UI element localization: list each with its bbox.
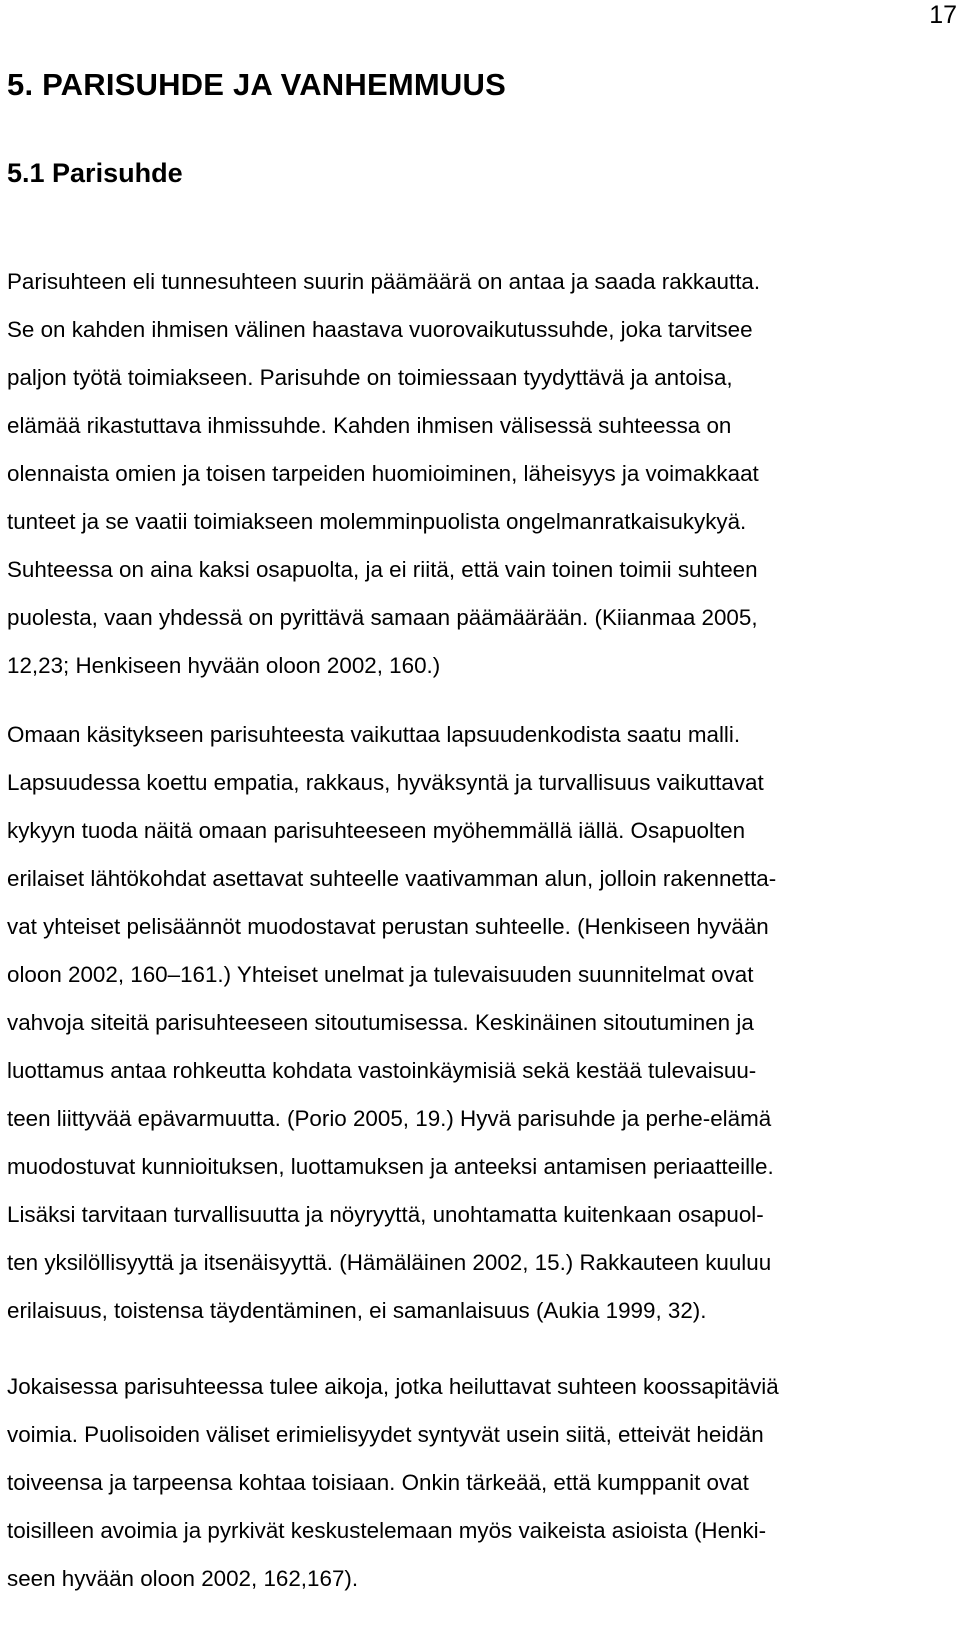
text-line: toisilleen avoimia ja pyrkivät keskustelemaan myös vaikeista asioista (Henki- xyxy=(7,1518,767,1543)
text-line: erilaiset lähtökohdat asettavat suhteelle vaativamman alun, jolloin rakennetta- xyxy=(7,866,777,891)
text-line: 12,23; Henkiseen hyvään oloon 2002, 160.) xyxy=(7,653,441,678)
text-line: vahvoja siteitä parisuhteeseen sitoutumisessa. Keskinäinen sitoutuminen ja xyxy=(7,1010,754,1035)
text-line: Lapsuudessa koettu empatia, rakkaus, hyväksyntä ja turvallisuus vaikuttavat xyxy=(7,770,764,795)
page-number: 17 xyxy=(929,1,957,29)
paragraph xyxy=(7,1363,957,1603)
text-line: olennaista omien ja toisen tarpeiden huomioiminen, läheisyys ja voimakkaat xyxy=(7,461,759,486)
text-line: oloon 2002, 160–161.) Yhteiset unelmat ja tulevaisuuden suunnitelmat ovat xyxy=(7,962,754,987)
chapter-title: 5. PARISUHDE JA VANHEMMUUS xyxy=(7,67,506,102)
text-line: tunteet ja se vaatii toimiakseen molemminpuolista ongelmanratkaisukykyä. xyxy=(7,509,747,534)
paragraph xyxy=(7,258,957,690)
text-line: Omaan käsitykseen parisuhteesta vaikuttaa lapsuudenkodista saatu malli. xyxy=(7,722,741,747)
text-line: Jokaisessa parisuhteessa tulee aikoja, jotka heiluttavat suhteen koossapitäviä xyxy=(7,1374,779,1399)
section-title: 5.1 Parisuhde xyxy=(7,158,183,188)
paragraph xyxy=(7,711,957,1335)
text-line: teen liittyvää epävarmuutta. (Porio 2005, 19.) Hyvä parisuhde ja perhe-elämä xyxy=(7,1106,772,1131)
text-line: toiveensa ja tarpeensa kohtaa toisiaan. Onkin tärkeää, että kumppanit ovat xyxy=(7,1470,749,1495)
text-line: puolesta, vaan yhdessä on pyrittävä samaan päämäärään. (Kiianmaa 2005, xyxy=(7,605,758,630)
text-line: erilaisuus, toistensa täydentäminen, ei samanlaisuus (Aukia 1999, 32). xyxy=(7,1298,707,1323)
text-line: kykyyn tuoda näitä omaan parisuhteeseen myöhemmällä iällä. Osapuolten xyxy=(7,818,746,843)
text-line: muodostuvat kunnioituksen, luottamuksen ja anteeksi antamisen periaatteille. xyxy=(7,1154,774,1179)
text-line: voimia. Puolisoiden väliset erimielisyydet syntyvät usein siitä, etteivät heidän xyxy=(7,1422,764,1447)
text-line: vat yhteiset pelisäännöt muodostavat perustan suhteelle. (Henkiseen hyvään xyxy=(7,914,769,939)
text-line: Suhteessa on aina kaksi osapuolta, ja ei riitä, että vain toinen toimii suhteen xyxy=(7,557,758,582)
text-line: Parisuhteen eli tunnesuhteen suurin päämäärä on antaa ja saada rakkautta. xyxy=(7,269,761,294)
text-line: ten yksilöllisyyttä ja itsenäisyyttä. (Hämäläinen 2002, 15.) Rakkauteen kuuluu xyxy=(7,1250,772,1275)
text-line: luottamus antaa rohkeutta kohdata vastoinkäymisiä sekä kestää tulevaisuu- xyxy=(7,1058,757,1083)
text-line: Lisäksi tarvitaan turvallisuutta ja nöyryyttä, unohtamatta kuitenkaan osapuol- xyxy=(7,1202,764,1227)
text-line: Se on kahden ihmisen välinen haastava vuorovaikutussuhde, joka tarvitsee xyxy=(7,317,753,342)
text-line: paljon työtä toimiakseen. Parisuhde on toimiessaan tyydyttävä ja antoisa, xyxy=(7,365,733,390)
text-line: elämää rikastuttava ihmissuhde. Kahden ihmisen välisessä suhteessa on xyxy=(7,413,732,438)
text-line: seen hyvään oloon 2002, 162,167). xyxy=(7,1566,359,1591)
